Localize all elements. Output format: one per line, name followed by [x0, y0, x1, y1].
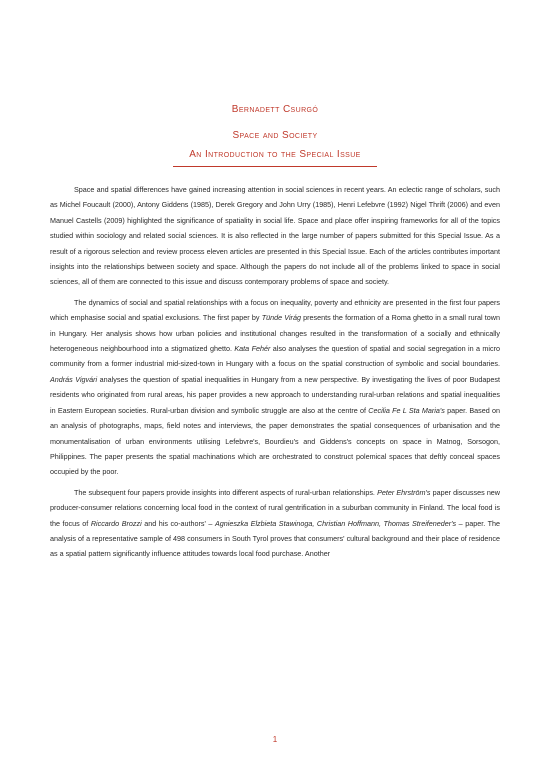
text-run: The subsequent four papers provide insights into different aspects of rural-urban relationships.	[74, 487, 378, 497]
text-run: paper discusses new producer-consumer relations concerning local food in the context of rural gentrification in a suburban community in Finland. The local food is the focus of	[50, 487, 501, 528]
text-run: Space and spatial differences have gained increasing attention in social sciences in recent years. An eclectic range of scholars, such as Michel Foucault (2000), Antony Giddens (1985), Derek Gregory and John Urry (1985), Henri Lefebvre (1992) Nigel Thrift (2006) and even Manuel Castells (2009) highlighted the significance of spatiality in social life. Space and place offer inspiring frameworks for all of the topics studied within sociology and related social sciences. It is also reflected in the large number of papers submitted for this Special Issue. As a result of a rigorous selection and review process eleven articles are presented in this Special Issue. Each of the articles contributes important insights into the relationships between society and space. Although the papers do not include all of the problems linked to space in social sciences, all of them are connected to this issue and discuss contemporary problems of space and society.	[50, 185, 500, 287]
author-reference: Tünde Virág	[261, 313, 301, 323]
title-divider	[173, 166, 377, 167]
page-number: 1	[272, 735, 278, 744]
text-run: presents the formation of a Roma ghetto in a small rural town in Hungary. Her analysis shows how urban policies and institutional changes resulted in the transformation of a socially and ethnically heterogeneous neighbourhood into a stigmatized ghetto.	[50, 313, 500, 354]
author-reference: Agnieszka Elzbieta Stawinoga, Christian Hoffmann, Thomas Streifeneder's	[214, 518, 457, 528]
text-run: The dynamics of social and spatial relationships with a focus on inequality, poverty and ethnicity are presented in the first four papers which emphasise social and spatial exclusions. The first paper by	[50, 297, 500, 323]
paragraph	[50, 485, 500, 562]
paragraph	[50, 295, 500, 480]
text-run: paper. Based on an analysis of photographs, maps, field notes and interviews, the paper demonstrates the spatial consequences of urbanisation and the monumentalisation of urban environments utilising Lefebvre's, Bourdieu's and Giddens's concepts on space in Matnog, Sorsogon, Philippines. The paper presents the spatial machinations which are orchestrated to construct polemical spaces that deftly conceal spaces occupied by the poor.	[50, 405, 500, 477]
author-reference: Cecilia Fe L Sta Maria's	[368, 405, 445, 415]
article-title: Space and Society	[232, 130, 318, 141]
article-body	[50, 182, 500, 562]
text-run: also analyses the question of spatial and social segregation in a micro community from a former industrial mid-sized-town in Hungary with a focus on the spatial construction of symbolic and social boundaries.	[50, 344, 500, 369]
text-run: analyses the question of spatial inequalities in Hungary from a new perspective. By investigating the lives of poor Budapest residents who originated from rural areas, his paper provides a new approach to understanding rural-urban relations and spatial inequalities in Eastern European societies. Rural-urban division and symbolic struggle are also at the centre of	[50, 374, 500, 415]
author-reference: Kata Fehér	[234, 344, 271, 354]
author-name: Bernadett Csurgó	[231, 104, 319, 115]
text-run: – paper. The analysis of a representative sample of 498 consumers in South Tyrol proves that consumers' cultural background and their place of residence as a spatial pattern significantly influence attitudes towards local food purchase. Another	[50, 518, 501, 559]
paragraph	[50, 182, 500, 290]
text-run: and his co-authors' –	[141, 518, 215, 528]
author-reference: András Vigvári	[50, 374, 98, 384]
author-reference: Peter Ehrström's	[377, 487, 431, 497]
author-reference: Riccardo Brozzi	[90, 518, 142, 528]
article-subtitle: An Introduction to the Special Issue	[189, 149, 361, 160]
